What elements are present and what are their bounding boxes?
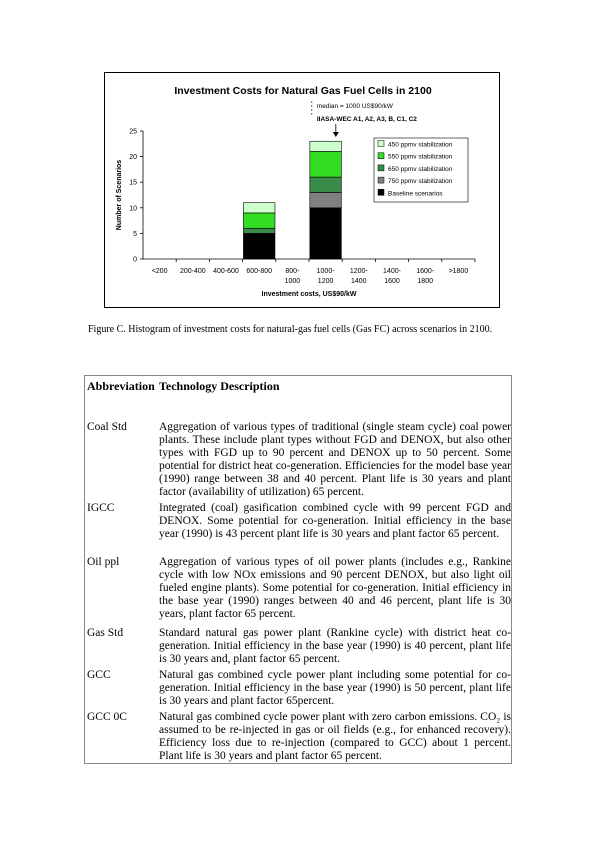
y-axis-label: Number of Scenarios (116, 159, 123, 231)
median-annotation: median = 1000 US$90/kW (316, 103, 393, 110)
legend-swatch (378, 153, 384, 159)
x-tick-label: 200-400 (179, 268, 206, 275)
legend-swatch (378, 177, 384, 183)
legend-swatch (378, 165, 384, 171)
arrow-head (333, 132, 339, 137)
bar-segment (310, 192, 342, 207)
scenario-annotation: IIASA-WEC A1, A2, A3, B, C1, C2 (316, 116, 417, 123)
legend-swatch (378, 141, 384, 147)
row-description: Aggregation of various types of oil power plants (includes e.g., Rankine cycle with low NOx emissions and 90 percent DENOX, but also light oil fueled engine plants). Some potential for co-generation. Initial efficiency in the base year (1990) ranges between 40 and 46 percent, plant life is 30 years, plant factor 65 percent. (159, 556, 511, 620)
row-description: Aggregation of various types of traditional (single steam cycle) coal power plants. These include plant types without FGD and DENOX, but also other types with FGD up to 90 percent and DENOX up to 50 percent. Some potential for district heat co-generation. Efficiencies for the model base year (1990) range between 38 and 40 percent. Plant life is 30 years and plant factor (availability of utilization) 65 percent. (159, 421, 511, 498)
bar-segment (243, 203, 275, 213)
table-header-abbreviation: Abbreviation (87, 379, 155, 393)
legend-label: 550 ppmv stabilization (388, 153, 453, 161)
legend-swatch (378, 189, 384, 195)
row-abbreviation: Gas Std (87, 627, 124, 639)
row-description: Natural gas combined cycle power plant with zero carbon emissions. CO₂ is assumed to be re-injected in gas or oil fields (e.g., for enhanced recovery). Efficiency loss due to re-injection (compared to GCC) about 1 percent. Plant life is 30 years and plant factor 65 percent. (159, 711, 511, 762)
chart-figure (104, 72, 500, 308)
x-tick-label: 1200 (317, 278, 334, 285)
bar-segment (310, 141, 342, 151)
y-tick-label: 10 (129, 205, 137, 213)
chart-title: Investment Costs for Natural Gas Fuel Cells in 2100 (174, 85, 432, 97)
row-description: Integrated (coal) gasification combined cycle with 99 percent FGD and DENOX. Some potential for co-generation. Initial efficiency in the base year (1990) is 43 percent plant life is 30 years and plant factor 65 percent. (159, 502, 511, 540)
x-tick-label: 1800 (417, 278, 433, 285)
x-tick-label: 1200- (349, 268, 368, 275)
x-tick-label: <200 (151, 268, 168, 275)
bar-segment (310, 208, 342, 259)
investment-cost-histogram (105, 73, 501, 309)
x-tick-label: 1400- (383, 268, 401, 275)
legend-label: 650 ppmv stabilization (388, 165, 453, 173)
row-abbreviation: Coal Std (87, 421, 127, 433)
bar-segment (243, 213, 275, 228)
legend-label: Baseline scenarios (388, 190, 443, 198)
legend-label: 450 ppmv stabilization (388, 141, 453, 149)
bar-segment (310, 177, 342, 192)
x-tick-label: 1000 (284, 278, 301, 285)
x-tick-label: 600-800 (246, 268, 273, 275)
y-tick-label: 25 (129, 128, 137, 136)
y-tick-label: 0 (133, 256, 137, 264)
bar-segment (243, 228, 275, 233)
table-header-description: Technology Description (159, 379, 280, 393)
y-tick-label: 5 (133, 230, 137, 238)
bar-segment (310, 151, 342, 177)
row-description: Natural gas combined cycle power plant including some potential for co-generation. Initial efficiency in the base year (1990) is 50 percent, plant life is 30 years and plant factor 65percent. (159, 669, 511, 707)
x-axis-label: Investment costs, US$90/kW (261, 291, 357, 298)
row-abbreviation: IGCC (87, 502, 115, 514)
x-tick-label: 400-600 (213, 268, 239, 275)
x-tick-label: 1600- (416, 268, 435, 275)
figure-caption: Figure C. Histogram of investment costs for natural-gas fuel cells (Gas FC) across scenarios in 2100. (88, 324, 493, 335)
x-tick-label: 800- (285, 268, 300, 275)
technology-table (84, 375, 512, 764)
x-tick-label: >1800 (448, 268, 469, 275)
x-tick-label: 1400 (351, 278, 367, 285)
x-tick-label: 1600 (384, 278, 400, 285)
row-abbreviation: Oil ppl (87, 556, 120, 568)
y-tick-label: 15 (129, 179, 137, 187)
bar-segment (243, 233, 275, 259)
legend-label: 750 ppmv stabilization (388, 178, 453, 186)
y-tick-label: 20 (129, 154, 137, 162)
row-abbreviation: GCC 0C (87, 711, 127, 723)
x-tick-label: 1000- (316, 268, 335, 275)
row-description: Standard natural gas power plant (Rankine cycle) with district heat co-generation. Initial efficiency in the base year (1990) is 40 percent, plant life is 30 years and, plant factor 65 percent. (159, 627, 511, 665)
row-abbreviation: GCC (87, 669, 111, 681)
